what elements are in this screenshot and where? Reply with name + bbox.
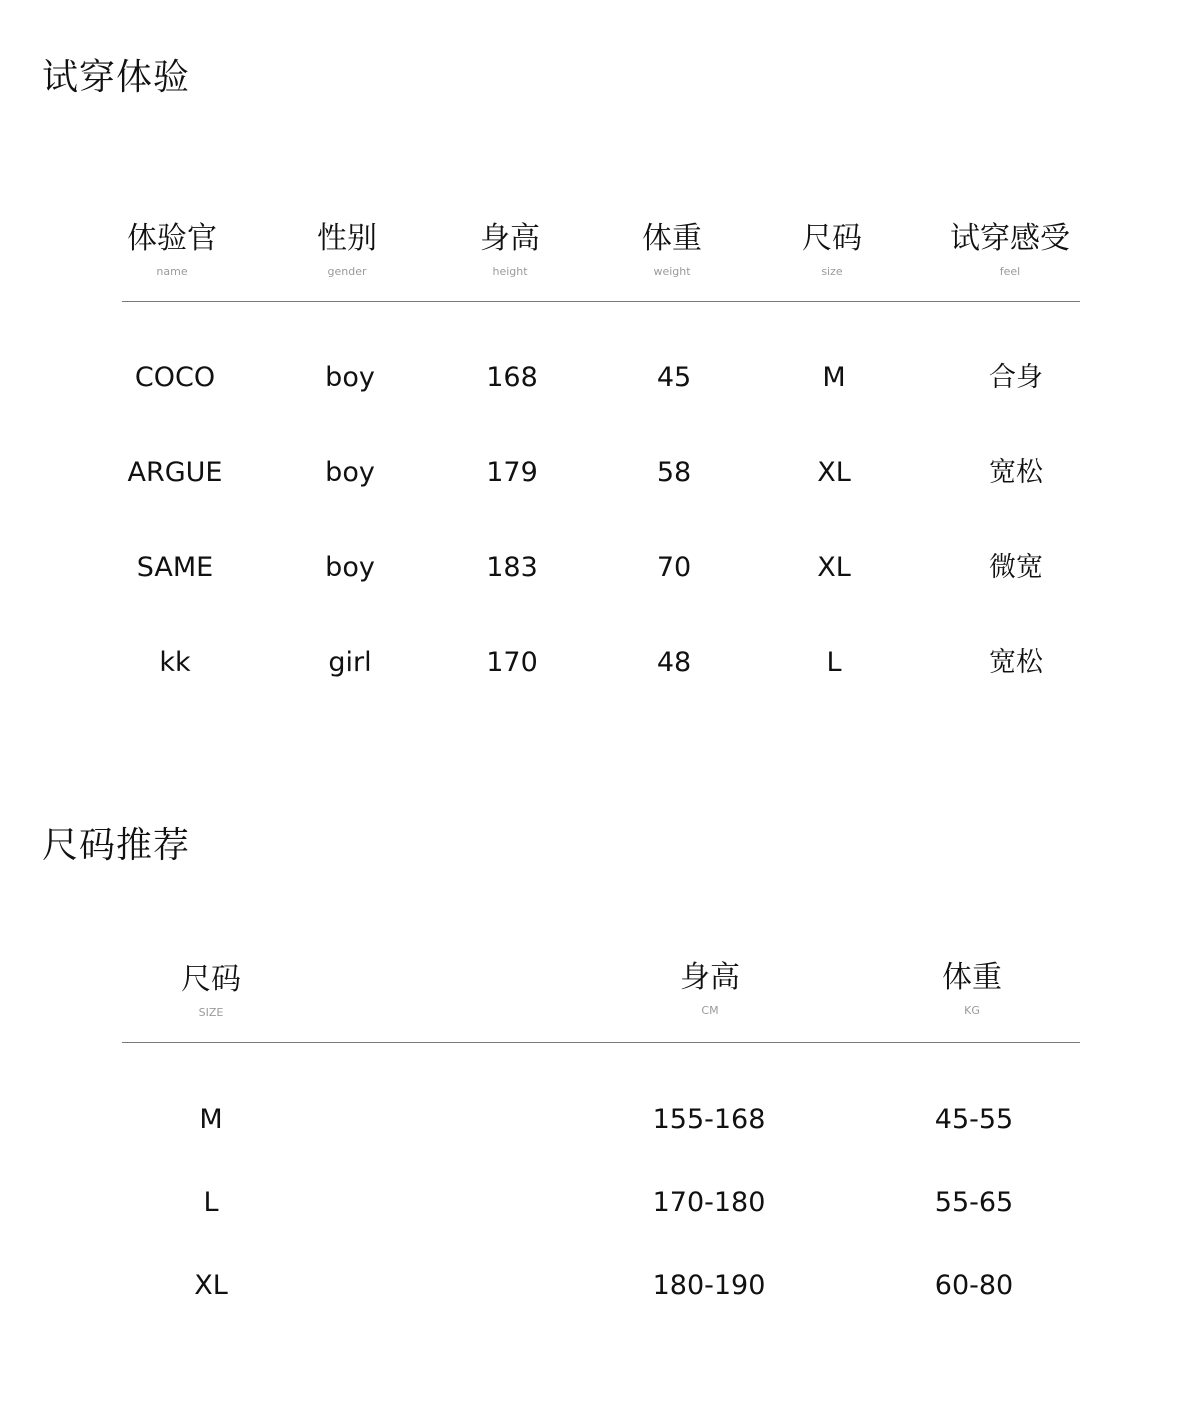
recommend-header-sublabel: CM — [701, 1004, 719, 1017]
recommend-cell-height: 155-168 — [652, 1104, 766, 1135]
trial-cell-size: L — [826, 647, 842, 678]
trial-header-label: 性别 — [317, 221, 377, 256]
trial-cell-size: M — [822, 362, 846, 393]
recommend-header-sublabel: KG — [964, 1004, 980, 1017]
recommend-section-title: 尺码推荐 — [42, 825, 191, 866]
trial-cell-gender: boy — [325, 457, 375, 488]
trial-cell-name: COCO — [134, 362, 216, 393]
trial-header-feel — [950, 221, 1070, 278]
trial-header-divider — [122, 301, 1080, 302]
recommend-header-size — [181, 962, 241, 1019]
trial-cell-weight: 48 — [656, 647, 692, 678]
trial-cell-size: XL — [817, 552, 851, 583]
trial-cell-feel: 宽松 — [989, 457, 1043, 488]
trial-cell-gender: boy — [325, 552, 375, 583]
trial-header-name — [127, 221, 217, 278]
trial-header-sublabel: height — [492, 265, 528, 278]
trial-cell-feel: 微宽 — [989, 552, 1043, 583]
trial-header-label: 尺码 — [802, 221, 862, 256]
trial-cell-feel: 合身 — [989, 362, 1043, 393]
trial-cell-height: 179 — [486, 457, 538, 488]
trial-header-gender — [317, 221, 377, 278]
trial-cell-height: 170 — [486, 647, 538, 678]
trial-cell-name: kk — [159, 647, 191, 678]
trial-header-label: 体验官 — [127, 221, 217, 256]
recommend-cell-height: 170-180 — [652, 1187, 766, 1218]
trial-header-height — [480, 221, 540, 278]
trial-header-sublabel: name — [156, 265, 188, 278]
recommend-cell-size: M — [199, 1104, 223, 1135]
trial-header-label: 试穿感受 — [950, 221, 1070, 256]
trial-header-sublabel: gender — [327, 265, 367, 278]
trial-header-sublabel: size — [821, 265, 843, 278]
recommend-cell-size: XL — [194, 1270, 228, 1301]
recommend-header-label: 身高 — [680, 960, 740, 995]
trial-header-sublabel: feel — [999, 265, 1021, 278]
recommend-header-label: 体重 — [942, 960, 1002, 995]
recommend-cell-weight: 45-55 — [934, 1104, 1014, 1135]
trial-cell-height: 168 — [486, 362, 538, 393]
recommend-header-weight — [942, 960, 1002, 1017]
trial-cell-name: ARGUE — [127, 457, 223, 488]
trial-section-title: 试穿体验 — [42, 57, 191, 98]
recommend-cell-height: 180-190 — [652, 1270, 766, 1301]
trial-header-label: 身高 — [480, 221, 540, 256]
trial-cell-gender: girl — [328, 647, 372, 678]
recommend-cell-weight: 55-65 — [934, 1187, 1014, 1218]
trial-cell-size: XL — [817, 457, 851, 488]
recommend-cell-weight: 60-80 — [934, 1270, 1014, 1301]
trial-cell-feel: 宽松 — [989, 647, 1043, 678]
trial-header-weight — [642, 221, 702, 278]
trial-header-size — [802, 221, 862, 278]
trial-header-sublabel: weight — [653, 265, 691, 278]
recommend-header-height — [680, 960, 740, 1017]
trial-cell-weight: 70 — [656, 552, 692, 583]
trial-cell-weight: 45 — [656, 362, 692, 393]
trial-cell-height: 183 — [486, 552, 538, 583]
trial-cell-weight: 58 — [656, 457, 692, 488]
recommend-cell-size: L — [203, 1187, 219, 1218]
trial-header-label: 体重 — [642, 221, 702, 256]
recommend-header-sublabel: SIZE — [198, 1006, 224, 1019]
trial-cell-gender: boy — [325, 362, 375, 393]
recommend-header-divider — [122, 1042, 1080, 1043]
recommend-header-label: 尺码 — [181, 962, 241, 997]
trial-cell-name: SAME — [136, 552, 214, 583]
